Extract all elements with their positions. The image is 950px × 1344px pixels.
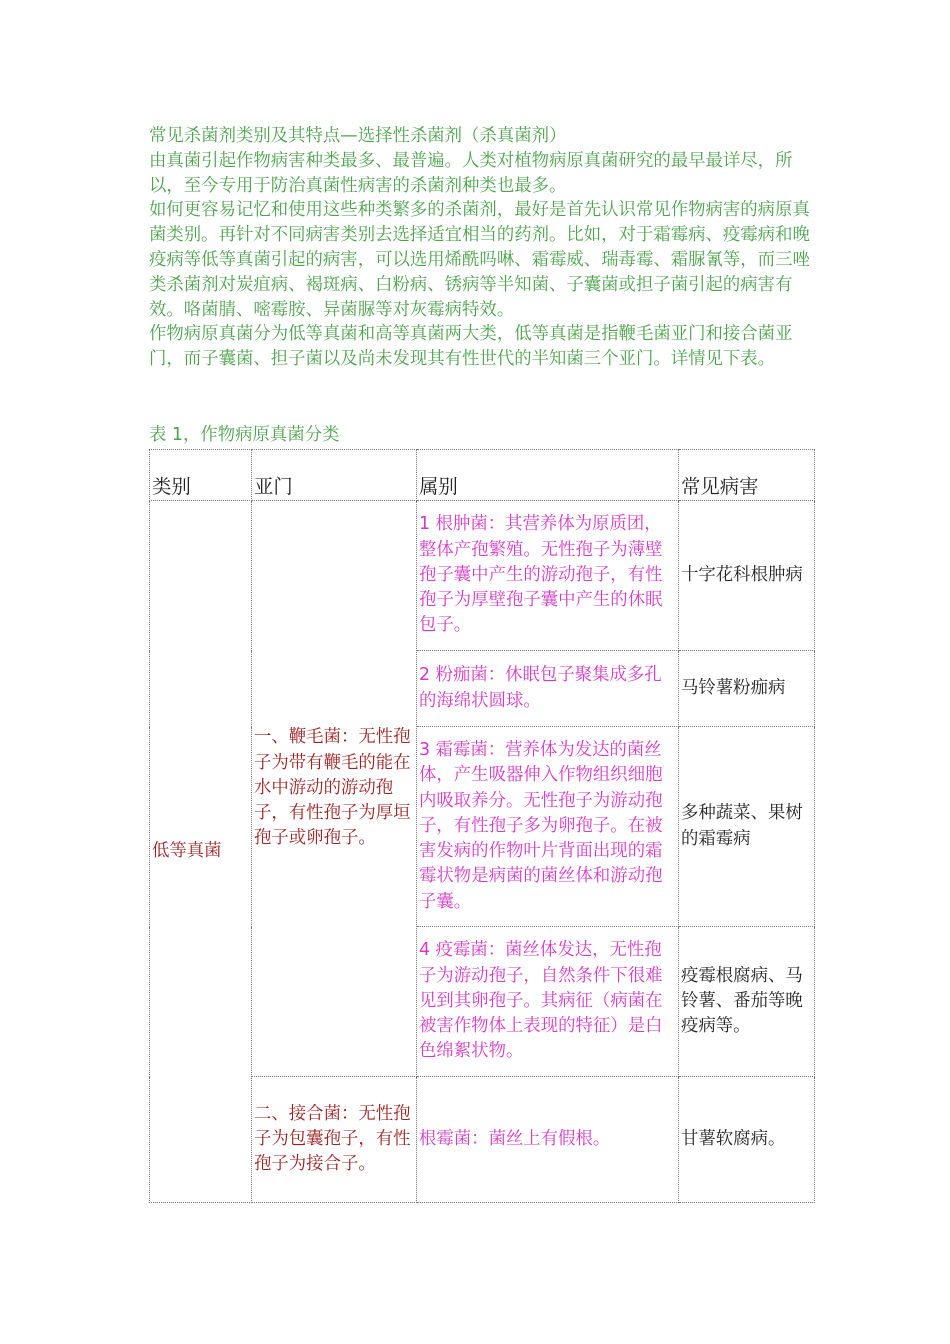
header-category: 类别	[150, 450, 252, 501]
header-subphylum: 亚门	[252, 450, 417, 501]
table-header-row	[150, 450, 815, 501]
disease-cell: 甘薯软腐病。	[679, 1077, 815, 1203]
intro-paragraph: 如何更容易记忆和使用这些种类繁多的杀菌剂，最好是首先认识常见作物病害的病原真菌类别。再针对不同病害类别去选择适宜相当的药剂。比如，对于霜霉病、疫霉病和晚疫病等低等真菌引起的病害，可以选用烯酰吗啉、霜霉威、瑞毒霉、霜脲氰等，而三唑类杀菌剂对炭疽病、褐斑病、白粉病、锈病等半知菌、子囊菌或担子菌引起的病害有效。咯菌腈、嘧霉胺、异菌脲等对灰霉病特效。	[149, 200, 810, 320]
disease-cell: 马铃薯粉痂病	[679, 651, 815, 727]
table-caption: 表 1，作物病原真菌分类	[149, 425, 340, 445]
intro-text	[149, 124, 814, 372]
category-cell: 低等真菌	[150, 501, 252, 1203]
genus-cell: 2 粉痂菌：休眠包子聚集成多孔的海绵状圆球。	[417, 651, 679, 727]
genus-cell: 1 根肿菌：其营养体为原质团，整体产孢繁殖。无性孢子为薄壁孢子囊中产生的游动孢子，有性孢子为厚壁孢子囊中产生的休眠包子。	[417, 501, 679, 651]
subphylum-cell: 一、鞭毛菌：无性孢子为带有鞭毛的能在水中游动的游动孢子，有性孢子为厚垣孢子或卵孢子。	[252, 501, 417, 1077]
disease-cell: 疫霉根腐病、马铃薯、番茄等晚疫病等。	[679, 927, 815, 1077]
header-disease: 常见病害	[679, 450, 815, 501]
disease-cell: 十字花科根肿病	[679, 501, 815, 651]
intro-paragraph: 由真菌引起作物病害种类最多、最普遍。人类对植物病原真菌研究的最早最详尽，所以，至今专用于防治真菌性病害的杀菌剂种类也最多。	[149, 150, 793, 196]
intro-paragraph: 作物病原真菌分为低等真菌和高等真菌两大类，低等真菌是指鞭毛菌亚门和接合菌亚门，而子囊菌、担子菌以及尚未发现其有性世代的半知菌三个亚门。详情见下表。	[149, 324, 793, 370]
genus-cell: 4 疫霉菌：菌丝体发达，无性孢子为游动孢子，自然条件下很难见到其卵孢子。其病征（病菌在被害作物体上表现的特征）是白色绵絮状物。	[417, 927, 679, 1077]
fungi-classification-table	[149, 449, 815, 1203]
intro-title: 常见杀菌剂类别及其特点—选择性杀菌剂（杀真菌剂）	[149, 126, 567, 146]
genus-cell: 根霉菌：菌丝上有假根。	[417, 1077, 679, 1203]
disease-cell: 多种蔬菜、果树的霜霉病	[679, 727, 815, 927]
subphylum-cell: 二、接合菌：无性孢子为包囊孢子，有性孢子为接合子。	[252, 1077, 417, 1203]
genus-cell: 3 霜霉菌：营养体为发达的菌丝体，产生吸器伸入作物组织细胞内吸取养分。无性孢子为游动孢子，有性孢子多为卵孢子。在被害发病的作物叶片背面出现的霜霉状物是病菌的菌丝体和游动孢子囊。	[417, 727, 679, 927]
header-genus: 属别	[417, 450, 679, 501]
table-row	[150, 501, 815, 651]
